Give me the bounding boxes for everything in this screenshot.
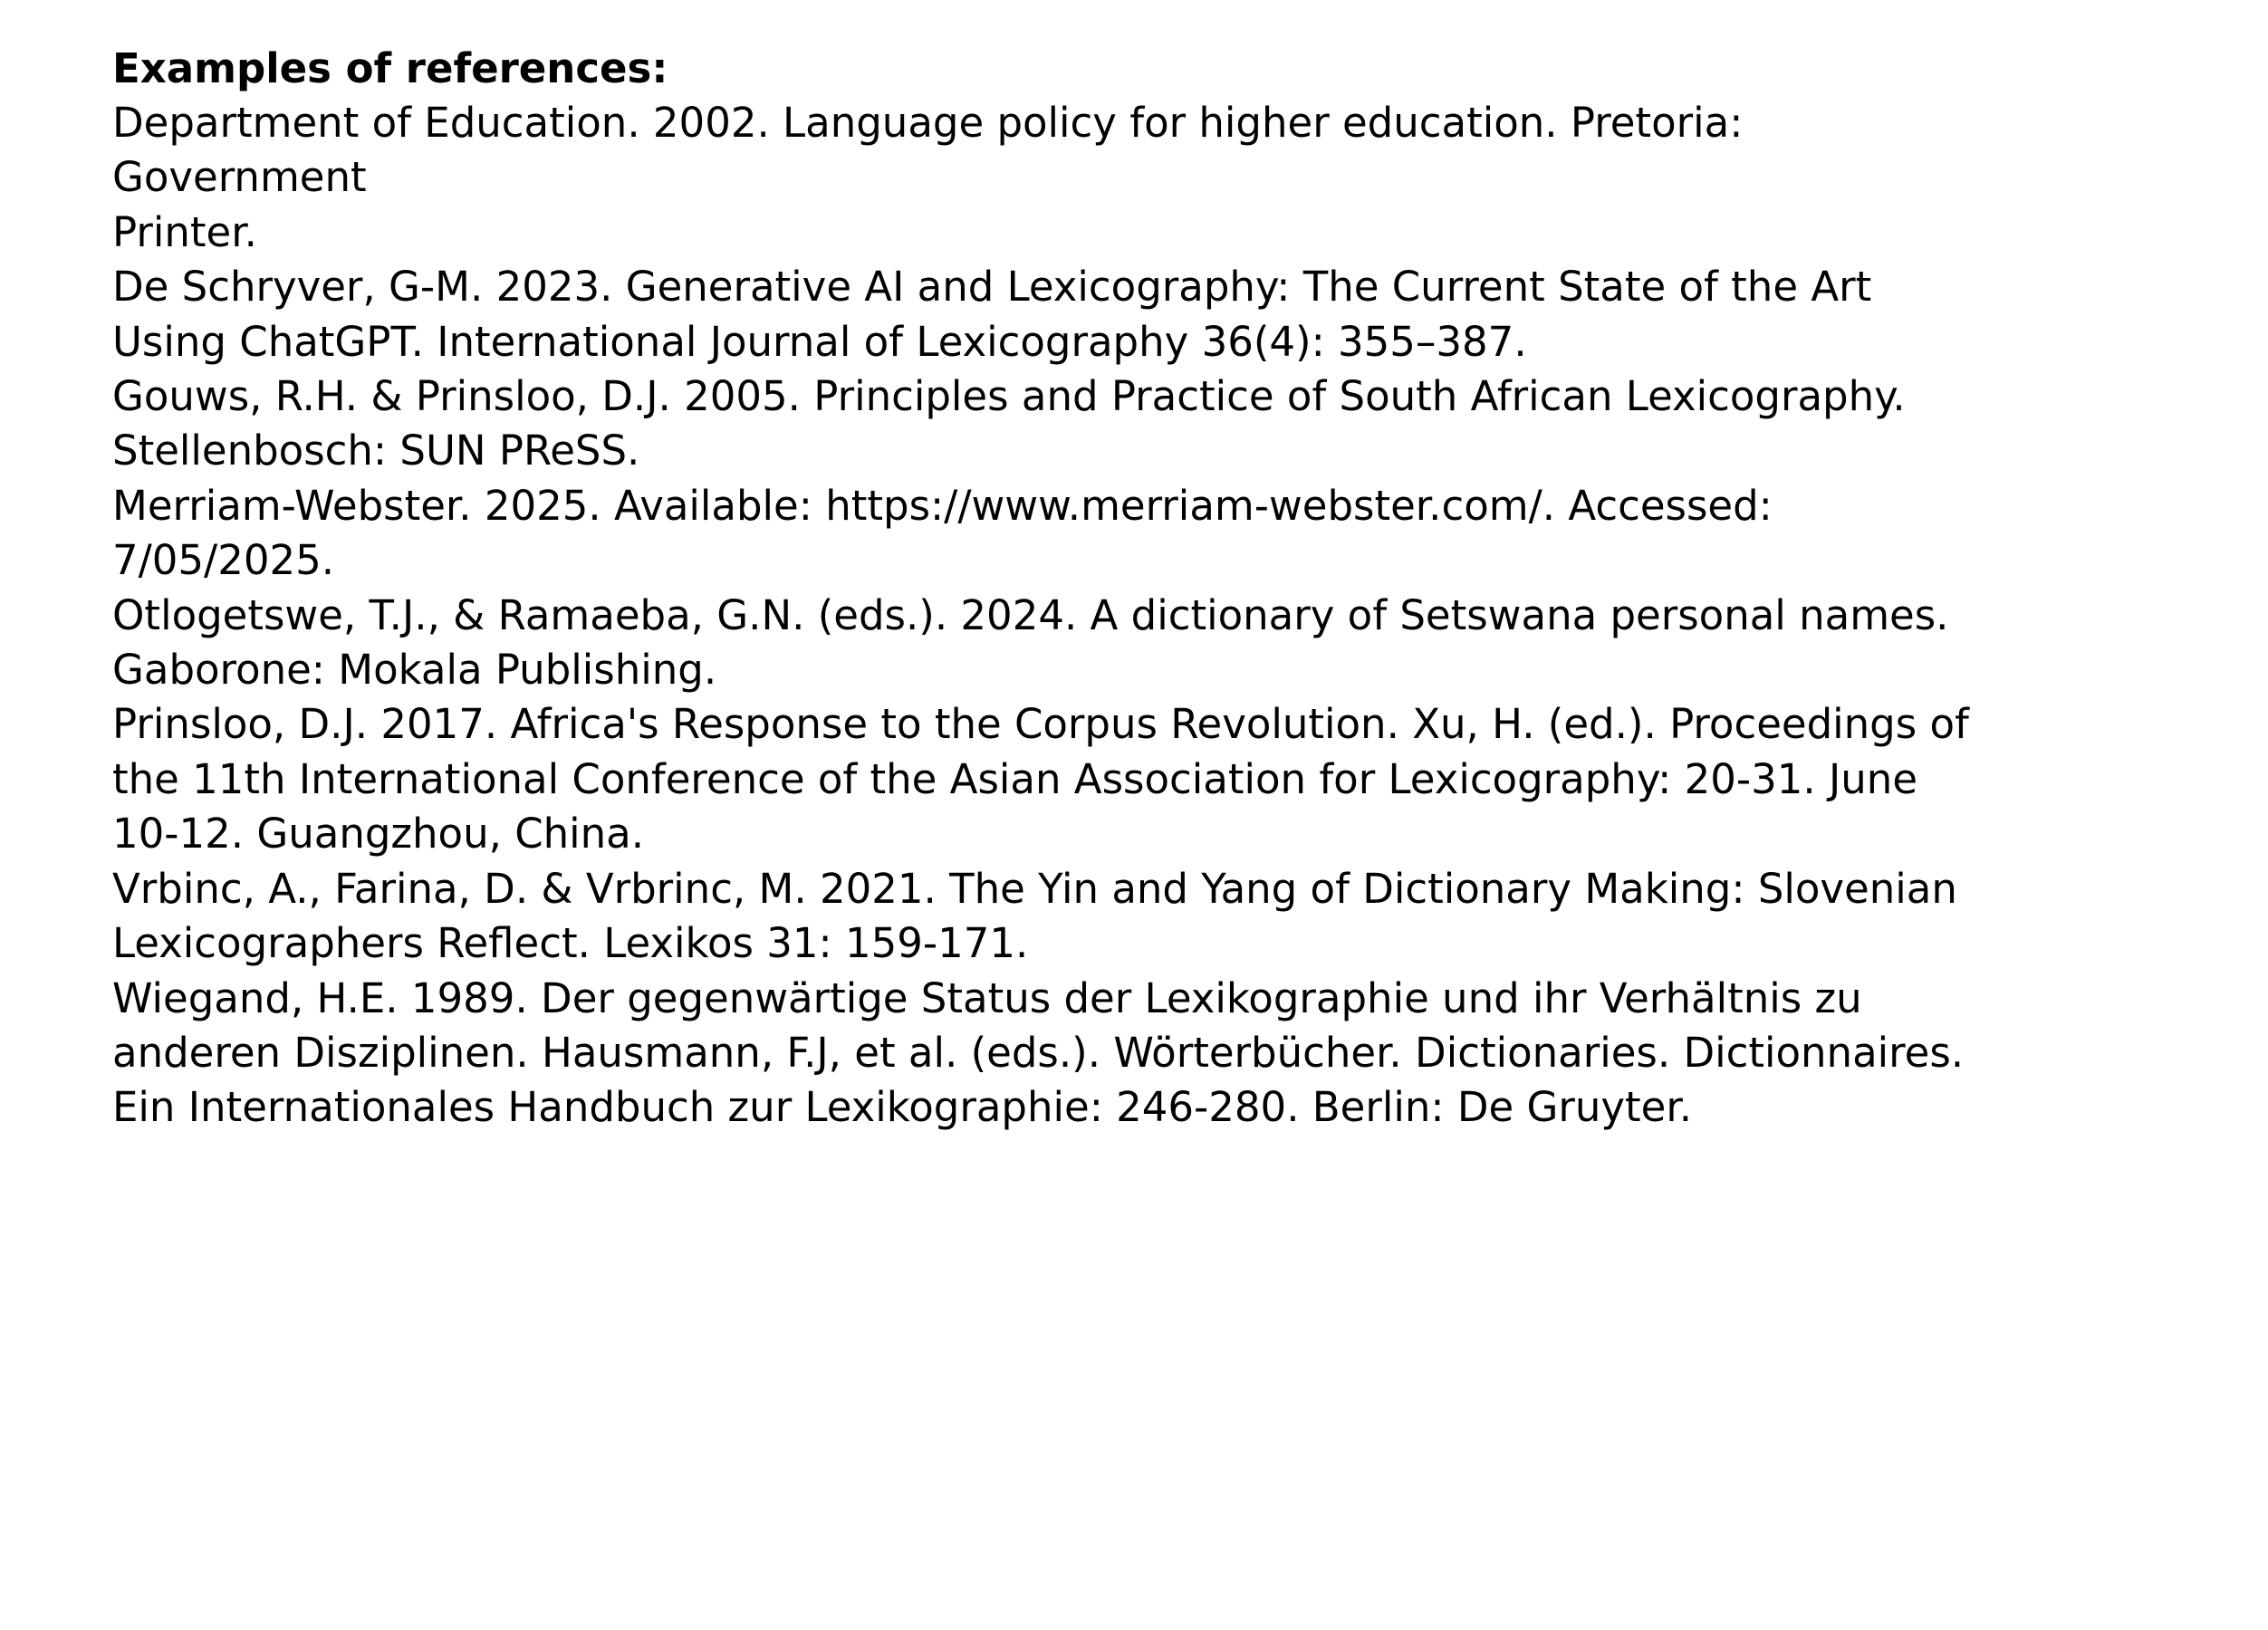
reference-list	[112, 96, 2159, 1136]
reference-entry	[112, 862, 2159, 972]
reference-line: Merriam-Webster. 2025. Available: https://www.merriam-webster.com/. Accessed:	[112, 481, 1773, 530]
reference-line: Department of Education. 2002. Language policy for higher education. Pretoria:	[112, 99, 1744, 147]
reference-entry	[112, 96, 2159, 260]
reference-line: Printer.	[112, 207, 257, 256]
reference-line: Prinsloo, D.J. 2017. Africa's Response to the Corpus Revolution. Xu, H. (ed.). Proceedings of	[112, 700, 1969, 749]
reference-line: anderen Disziplinen. Hausmann, F.J, et al. (eds.). Wörterbücher. Dictionaries. Dictionnaires.	[112, 1028, 1965, 1077]
reference-entry	[112, 260, 2159, 369]
reference-line: De Schryver, G-M. 2023. Generative AI and Lexicography: The Current State of the Art	[112, 263, 1872, 312]
reference-line: Stellenbosch: SUN PReSS.	[112, 427, 640, 475]
reference-line: Ein Internationales Handbuch zur Lexikographie: 246-280. Berlin: De Gruyter.	[112, 1083, 1693, 1132]
reference-entry	[112, 369, 2159, 479]
reference-line: Vrbinc, A., Farina, D. & Vrbrinc, M. 2021. The Yin and Yang of Dictionary Making: Slovenian	[112, 864, 1957, 913]
reference-entry	[112, 697, 2159, 861]
reference-line: Otlogetswe, T.J., & Ramaeba, G.N. (eds.). 2024. A dictionary of Setswana personal names.	[112, 590, 1949, 639]
page-heading: Examples of references:	[112, 44, 668, 92]
reference-line: the 11th International Conference of the Asian Association for Lexicography: 20-31. June	[112, 754, 1918, 803]
reference-line: Using ChatGPT. International Journal of Lexicography 36(4): 355–387.	[112, 317, 1527, 366]
reference-line: Government	[112, 153, 367, 202]
reference-page	[112, 42, 2159, 1136]
reference-line: Gaborone: Mokala Publishing.	[112, 646, 717, 695]
reference-line: 10-12. Guangzhou, China.	[112, 810, 645, 858]
reference-line: Wiegand, H.E. 1989. Der gegenwärtige Status der Lexikographie und ihr Verhältnis zu	[112, 973, 1862, 1022]
reference-entry	[112, 589, 2159, 698]
reference-line: Lexicographers Reflect. Lexikos 31: 159-171.	[112, 919, 1029, 968]
reference-line: 7/05/2025.	[112, 536, 335, 585]
reference-entry	[112, 479, 2159, 589]
reference-line: Gouws, R.H. & Prinsloo, D.J. 2005. Principles and Practice of South African Lexicography.	[112, 372, 1906, 421]
reference-entry	[112, 972, 2159, 1136]
